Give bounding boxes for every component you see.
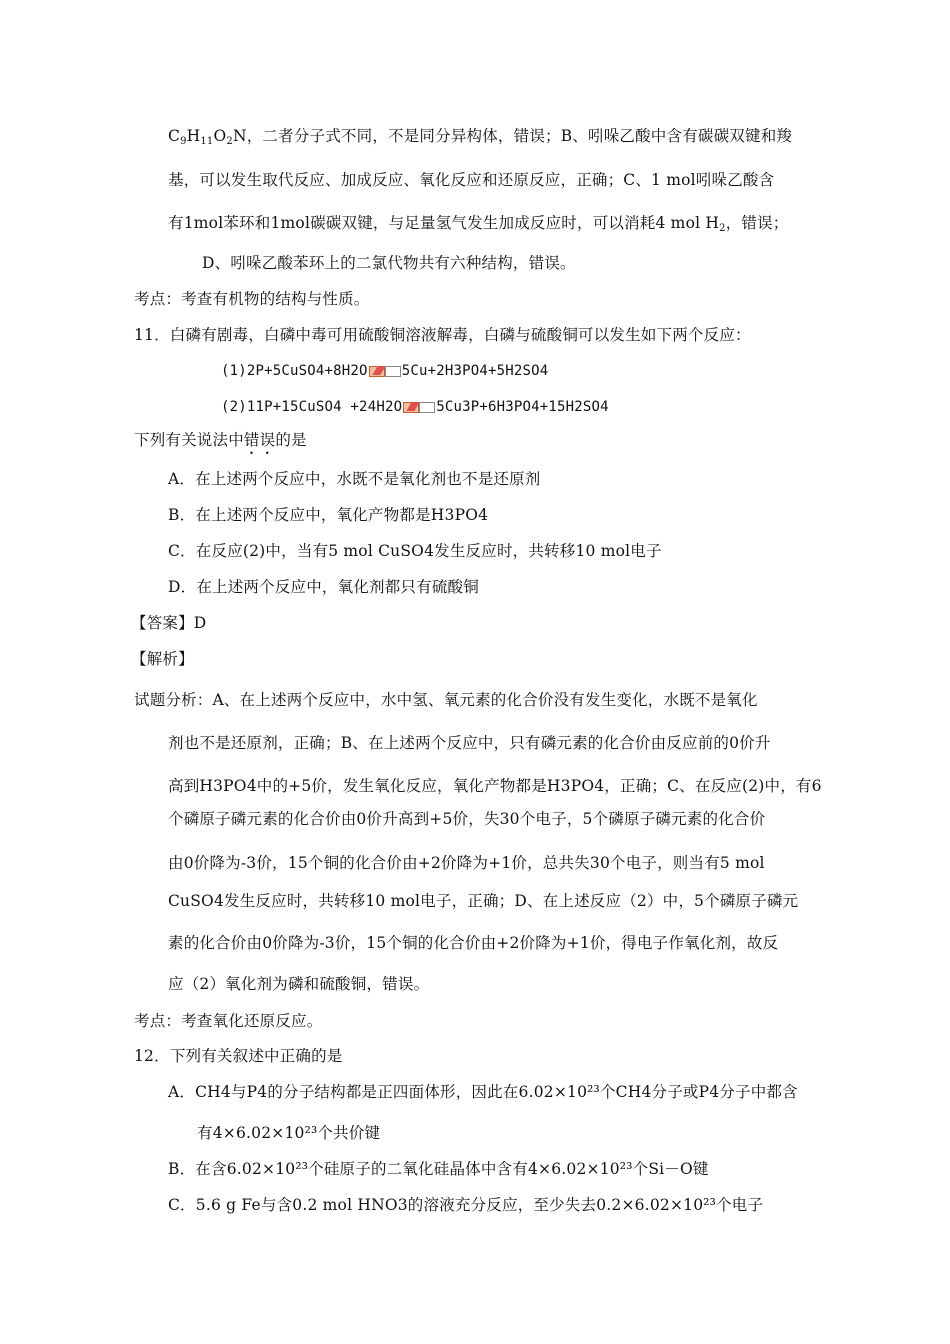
- analysis-line: 剂也不是还原剂，正确；B、在上述两个反应中，只有磷元素的化合价由反应前的0价升: [168, 734, 771, 752]
- analysis-line: $C_9H_{11}O_2N$，二者分子式不同，不是同分异构体，错误；B、吲哚乙酸中含有碳碳双键和羧: [168, 127, 793, 147]
- question-stem: 11．白磷有剧毒，白磷中毒可用硫酸铜溶液解毒，白磷与硫酸铜可以发生如下两个反应：: [134, 326, 751, 344]
- analysis-line: 基，可以发生取代反应、加成反应、氧化反应和还原反应，正确；C、1 mol吲哚乙酸含: [168, 171, 775, 189]
- question-stem: 12．下列有关叙述中正确的是: [134, 1047, 343, 1065]
- option-a-continued: 有4×6.02×10²³个共价键: [197, 1124, 381, 1142]
- option-b: B．在上述两个反应中，氧化产物都是H3PO4: [168, 506, 489, 524]
- equation-2: (2)11P+15CuSO4 +24H2O 5Cu3P+6H3PO4+15H2SO4: [221, 399, 609, 415]
- equation-1: (1)2P+5CuSO4+8H2O 5Cu+2H3PO4+5H2SO4: [221, 363, 549, 379]
- analysis-line: D、吲哚乙酸苯环上的二氯代物共有六种结构，错误。: [202, 254, 576, 272]
- reaction-arrow-icon: [369, 365, 401, 377]
- analysis-title: 【解析】: [131, 650, 194, 668]
- option-d: D．在上述两个反应中，氧化剂都只有硫酸铜: [168, 578, 479, 596]
- option-c: C．5.6 g Fe与含0.2 mol HNO3的溶液充分反应，至少失去0.2×6.02×10²³个电子: [168, 1196, 764, 1214]
- analysis-line: 素的化合价由0价降为-3价，15个铜的化合价由+2价降为+1价，得电子作氧化剂，故反: [168, 934, 779, 952]
- option-a: A．CH4与P4的分子结构都是正四面体形，因此在6.02×10²³个CH4分子或P4分子中都含: [168, 1083, 798, 1101]
- kaodian-line: 考点：考查有机物的结构与性质。: [134, 290, 370, 308]
- analysis-line: 高到H3PO4中的+5价，发生氧化反应，氧化产物都是H3PO4，正确；C、在反应(2)中，有6: [168, 777, 822, 795]
- emphasis-text: 错误: [243, 431, 276, 449]
- analysis-line: 有1mol苯环和1mol碳碳双键，与足量氢气发生加成反应时，可以消耗4 mol $H_2$，错误；: [168, 214, 789, 234]
- option-a: A．在上述两个反应中，水既不是氧化剂也不是还原剂: [168, 470, 541, 488]
- analysis-line: CuSO4发生反应时，共转移10 mol电子，正确；D、在上述反应（2）中，5个磷原子磷元: [168, 892, 799, 910]
- analysis-line: 由0价降为-3价，15个铜的化合价由+2价降为+1价，总共失30个电子，则当有5 mol: [168, 854, 765, 872]
- analysis-line: 试题分析：A、在上述两个反应中，水中氢、氧元素的化合价没有发生变化，水既不是氧化: [134, 691, 758, 709]
- kaodian-line: 考点：考查氧化还原反应。: [134, 1012, 323, 1030]
- reaction-arrow-icon: [403, 401, 435, 413]
- option-b: B．在含6.02×10²³个硅原子的二氧化硅晶体中含有4×6.02×10²³个Si－O键: [168, 1160, 709, 1178]
- question-ask: 下列有关说法中错误的是: [134, 431, 307, 449]
- analysis-line: 应（2）氧化剂为磷和硫酸铜，错误。: [168, 975, 430, 993]
- answer-line: 【答案】D: [131, 614, 207, 632]
- analysis-line: 个磷原子磷元素的化合价由0价升高到+5价，失30个电子，5个磷原子磷元素的化合价: [168, 810, 766, 828]
- option-c: C．在反应(2)中，当有5 mol CuSO4发生反应时，共转移10 mol电子: [168, 542, 662, 560]
